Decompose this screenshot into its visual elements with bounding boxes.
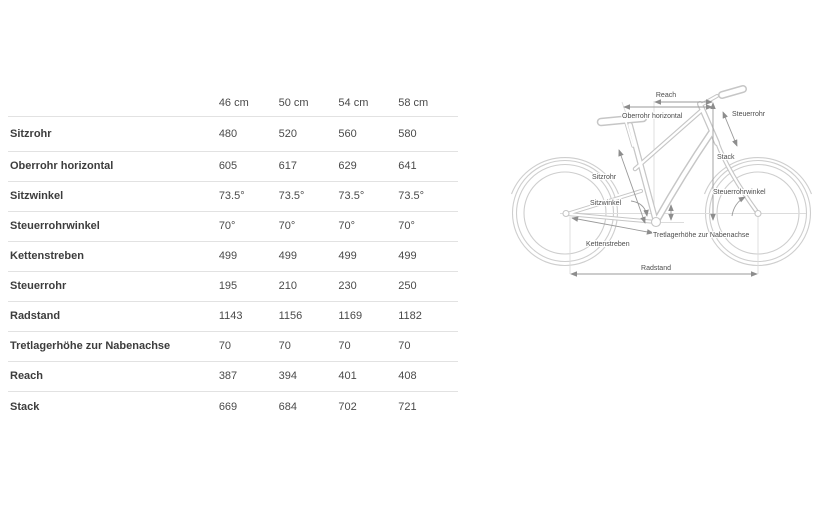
label-reach: Reach: [655, 92, 677, 99]
table-row: [8, 302, 458, 332]
cell-value: 195: [218, 280, 238, 292]
table-row: [8, 272, 458, 302]
label-oberrohr-horizontal: Oberrohr horizontal: [622, 113, 683, 120]
cell-value: 684: [278, 400, 297, 413]
cell-value: 73.5°: [398, 190, 425, 202]
cell-value: 605: [218, 160, 238, 172]
cell-value: 73.5°: [338, 190, 365, 202]
cell-value: 73.5°: [278, 190, 305, 202]
cell-value: 408: [398, 370, 417, 382]
row-label: Sitzwinkel: [10, 190, 64, 202]
table-row: [8, 242, 458, 272]
cell-value: 70°: [398, 220, 415, 232]
row-label: Radstand: [10, 310, 61, 322]
cell-value: 1143: [218, 310, 243, 322]
cell-value: 669: [218, 400, 238, 413]
cell-value: 617: [278, 160, 297, 172]
cell-value: 1182: [398, 310, 422, 322]
row-label: Oberrohr horizontal: [10, 160, 114, 172]
cell-value: 230: [338, 280, 357, 292]
cell-value: 560: [338, 127, 357, 140]
table-row: [8, 212, 458, 242]
column-header: 54 cm: [338, 96, 369, 109]
cell-value: 499: [338, 250, 357, 262]
table-row: [8, 332, 458, 362]
table-row: [8, 362, 458, 392]
label-radstand: Radstand: [641, 265, 671, 272]
cell-value: 629: [338, 160, 357, 172]
cell-value: 70: [278, 340, 291, 352]
cell-value: 394: [278, 370, 297, 382]
row-label: Tretlagerhöhe zur Nabenachse: [10, 340, 171, 352]
cell-value: 641: [398, 160, 417, 172]
cell-value: 70°: [218, 220, 236, 232]
column-header: 50 cm: [278, 96, 309, 109]
cell-value: 70°: [278, 220, 296, 232]
cell-value: 580: [398, 127, 417, 140]
label-kettenstreben: Kettenstreben: [586, 241, 630, 248]
table-row: [8, 392, 458, 422]
rear-hub: [563, 211, 569, 217]
cell-value: 70°: [338, 220, 356, 232]
cell-value: 70: [338, 340, 351, 352]
row-label: Reach: [10, 370, 44, 382]
cell-value: 702: [338, 400, 357, 413]
cell-value: 721: [398, 400, 417, 413]
cell-value: 1156: [278, 310, 303, 322]
row-label: Stack: [10, 400, 40, 413]
table-row: [8, 152, 458, 182]
table-row: [8, 117, 458, 152]
cell-value: 499: [278, 250, 297, 262]
cell-value: 480: [218, 127, 238, 140]
cell-value: 70: [398, 340, 411, 352]
cell-value: 499: [218, 250, 238, 262]
frame-fork: [717, 142, 757, 212]
label-sitzrohr: Sitzrohr: [592, 174, 617, 181]
cell-value: 210: [278, 280, 297, 292]
bike-geometry-diagram: [510, 80, 824, 292]
bottom-bracket: [652, 218, 661, 227]
cell-value: 73.5°: [218, 190, 245, 202]
label-tretlagerhoehe: Tretlagerhöhe zur Nabenachse: [653, 232, 750, 239]
label-sitzwinkel: Sitzwinkel: [590, 200, 622, 207]
cell-value: 401: [338, 370, 357, 382]
label-stack: Stack: [717, 154, 735, 161]
cell-value: 250: [398, 280, 417, 292]
cell-value: 1169: [338, 310, 363, 322]
cell-value: 520: [278, 127, 297, 140]
table-header-row: [8, 90, 458, 117]
geometry-table: [8, 90, 458, 422]
cell-value: 499: [398, 250, 417, 262]
label-steuerrohrwinkel: Steuerrohrwinkel: [713, 189, 766, 196]
cell-value: 70: [218, 340, 232, 352]
row-label: Kettenstreben: [10, 250, 84, 262]
row-label: Steuerrohrwinkel: [10, 220, 100, 232]
front-hub: [755, 211, 761, 217]
row-label: Sitzrohr: [10, 127, 52, 140]
table-row: [8, 182, 458, 212]
row-label: Steuerrohr: [10, 280, 67, 292]
cell-value: 387: [218, 370, 238, 382]
column-header: 58 cm: [398, 96, 429, 109]
column-header: 46 cm: [218, 96, 249, 109]
label-steuerrohr: Steuerrohr: [732, 111, 766, 118]
